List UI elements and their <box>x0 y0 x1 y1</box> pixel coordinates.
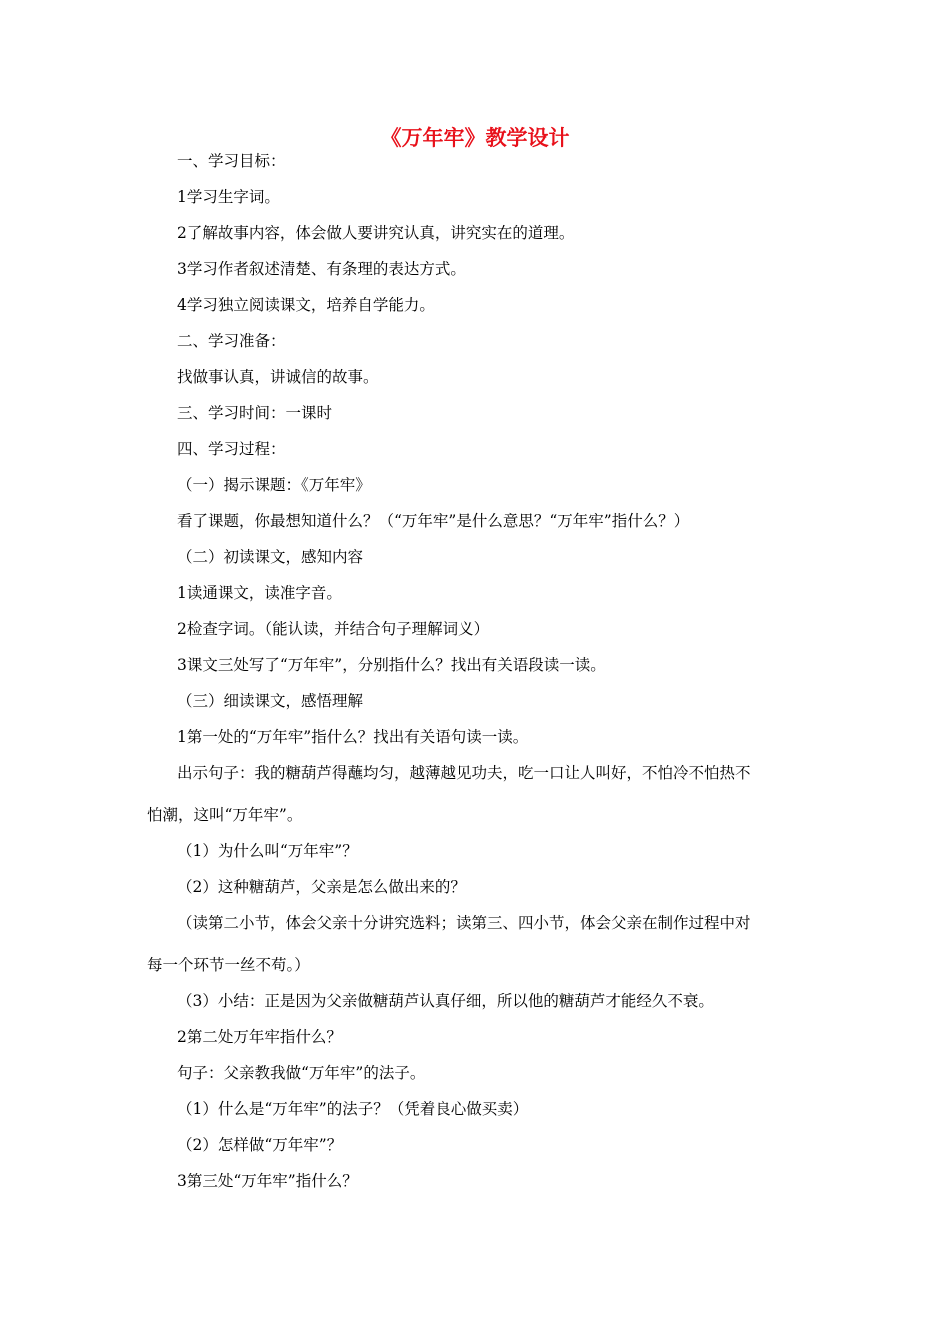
objective-line: 1学习生字词。 <box>177 188 280 206</box>
paragraph-line: 2检查字词。（能认读，并结合句子理解词义） <box>177 620 490 638</box>
section-heading-process: 四、学习过程： <box>177 440 286 458</box>
paragraph-line: （1）什么是“万年牢”的法子？（凭着良心做买卖） <box>177 1100 529 1118</box>
paragraph-line: 1第一处的“万年牢”指什么？找出有关语句读一读。 <box>177 728 529 746</box>
paragraph-line: （1）为什么叫“万年牢”？ <box>177 842 358 860</box>
subsection-heading: （一）揭示课题：《万年牢》 <box>177 476 371 494</box>
subsection-heading: （二）初读课文，感知内容 <box>177 548 364 566</box>
paragraph-line: 1读通课文，读准字音。 <box>177 584 342 602</box>
paragraph-line: （3）小结：正是因为父亲做糖葫芦认真仔细，所以他的糖葫芦才能经久不衰。 <box>177 992 714 1010</box>
paragraph-line: （2）这种糖葫芦，父亲是怎么做出来的？ <box>177 878 466 896</box>
paragraph-line: 怕潮，这叫“万年牢”。 <box>147 806 303 824</box>
document-title: 《万年牢》教学设计 <box>380 125 570 150</box>
objective-line: 2了解故事内容，体会做人要讲究认真，讲究实在的道理。 <box>177 224 575 242</box>
paragraph-line: 3课文三处写了“万年牢”，分别指什么？找出有关语段读一读。 <box>177 656 606 674</box>
paragraph-line: 句子：父亲教我做“万年牢”的法子。 <box>177 1064 426 1082</box>
paragraph-line: （读第二小节，体会父亲十分讲究选料；读第三、四小节，体会父亲在制作过程中对 <box>177 914 751 932</box>
section-heading-preparation: 二、学习准备： <box>177 332 286 350</box>
paragraph-line: 看了课题，你最想知道什么？（“万年牢”是什么意思？“万年牢”指什么？） <box>177 512 690 530</box>
paragraph-line: 找做事认真，讲诚信的故事。 <box>177 368 379 386</box>
paragraph-line: 3第三处“万年牢”指什么？ <box>177 1172 358 1190</box>
paragraph-line: 每一个环节一丝不苟。） <box>147 956 310 974</box>
objective-line: 4学习独立阅读课文，培养自学能力。 <box>177 296 435 314</box>
section-heading-time: 三、学习时间：一课时 <box>177 404 333 422</box>
paragraph-line: 出示句子：我的糖葫芦得蘸均匀，越薄越见功夫，吃一口让人叫好，不怕冷不怕热不 <box>177 764 751 782</box>
subsection-heading: （三）细读课文，感悟理解 <box>177 692 364 710</box>
paragraph-line: 2第二处万年牢指什么？ <box>177 1028 342 1046</box>
section-heading-objectives: 一、学习目标： <box>177 152 286 170</box>
objective-line: 3学习作者叙述清楚、有条理的表达方式。 <box>177 260 466 278</box>
paragraph-line: （2）怎样做“万年牢”？ <box>177 1136 343 1154</box>
